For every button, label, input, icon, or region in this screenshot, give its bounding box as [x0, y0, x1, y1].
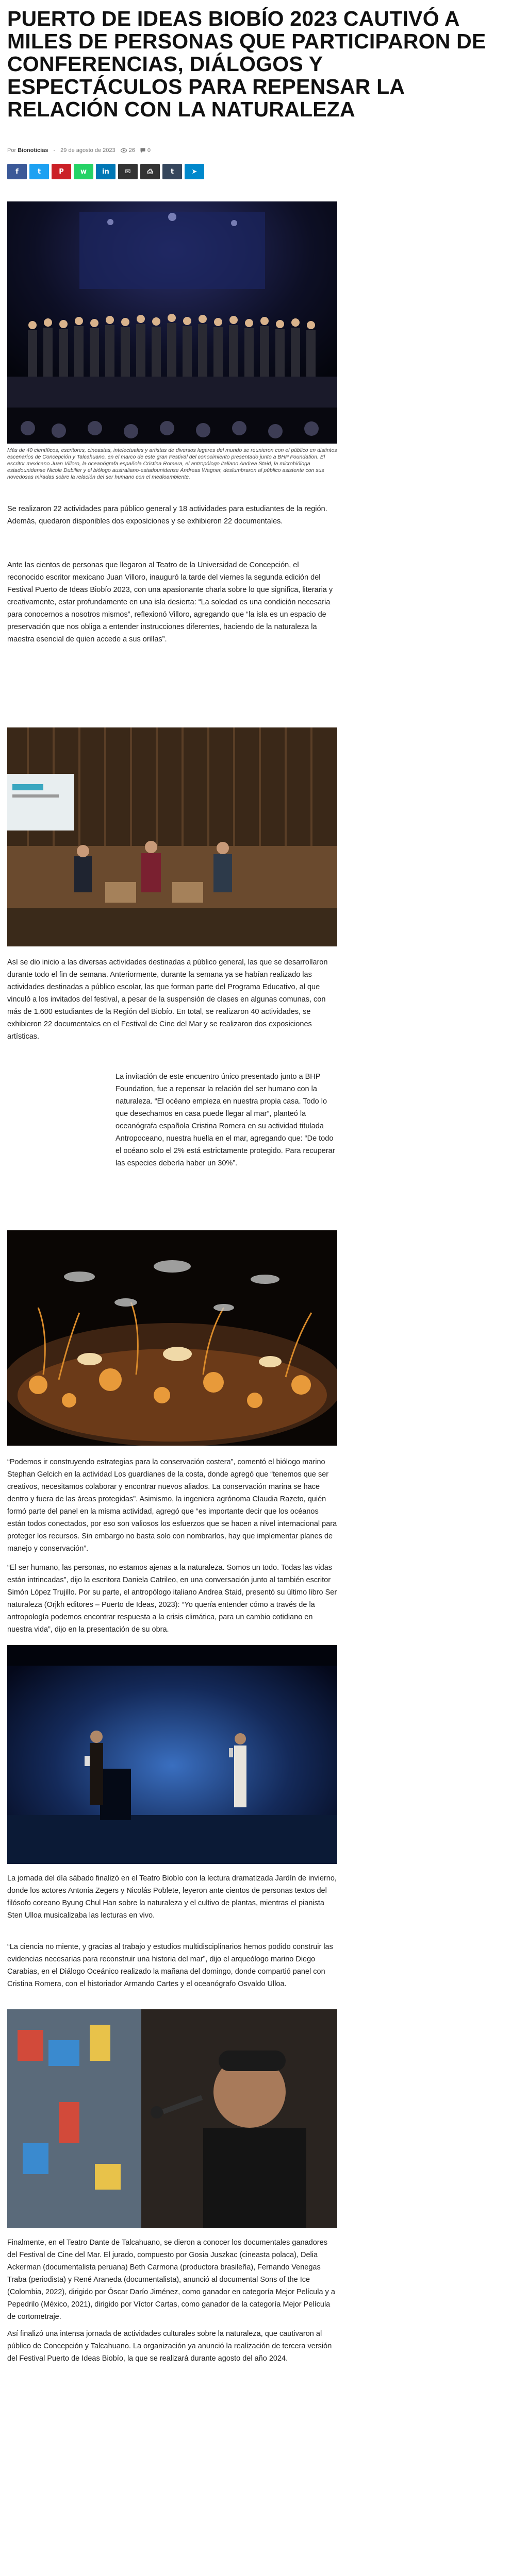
pinterest-icon: P	[59, 167, 64, 176]
article-title: PUERTO DE IDEAS BIOBÍO 2023 CAUTIVÓ A MILES DE PERSONAS QUE PARTICIPARON DE CONFERENCIAS, DIÁLOGOS Y ESPECTÁCULOS PARA REPENSAR LA RELACIÓN CON LA NATURALEZA	[7, 7, 486, 121]
telegram-icon: ➤	[191, 167, 197, 176]
whatsapp-icon: w	[80, 167, 87, 176]
views-count	[121, 147, 135, 154]
facebook-icon: f	[15, 167, 19, 176]
print-icon: ⎙	[147, 167, 153, 176]
comment-icon	[140, 148, 145, 153]
photo-speaker-microphone	[7, 2009, 337, 2228]
tumblr-icon: t	[170, 167, 174, 176]
marine-installation-illustration	[7, 1230, 337, 1446]
by-label: Por	[7, 147, 17, 154]
email-icon: ✉	[125, 167, 131, 176]
comments-count[interactable]	[140, 147, 151, 154]
article-meta	[7, 145, 337, 156]
paragraph-2: Ante las cientos de personas que llegaron al Teatro de la Universidad de Concepción, el reconocido escritor mexicano Juan Villoro, inauguró la tarde del viernes la segunda edición del Festival Puerto de Ideas Biobío 2023, con una apasionante charla sobre lo que significa, literaria y creativamente, estar profundamente en una isla desierta: “La soledad es una condición necesaria para conocernos a nosotros mismos”, reflexionó Villoro, agregando que “la isla es un espacio de preservación que nos obliga a entender instrucciones diferentes, haciendo de la naturaleza la maestra esencial de quien accede a sus orillas”.	[7, 561, 333, 643]
twitter-share-button[interactable]	[29, 164, 49, 179]
author-link[interactable]: Bionoticias	[18, 147, 48, 154]
linkedin-share-button[interactable]	[96, 164, 116, 179]
paragraph-10: Así finalizó una intensa jornada de actividades culturales sobre la naturaleza, que cautivaron al público de Concepción y Talcahuano. La organización ya anunció la realización de tercera versión del Festival Puerto de Ideas Biobío, la que se realizará durante agosto del año 2024.	[7, 2330, 332, 2363]
email-share-button[interactable]	[118, 164, 138, 179]
talk-stage-illustration	[7, 727, 337, 946]
paragraph-7: La jornada del día sábado finalizó en el Teatro Biobío con la lectura dramatizada Jardín de invierno, donde los actores Antonia Zegers y Nicolás Poblete, leyeron ante cientos de personas textos del filósofo coreano Byung Chul Han sobre la naturaleza y el cultivo de plantas, mientras el pianista Sten Ulloa musicalizaba las lecturas en vivo.	[7, 1874, 337, 1920]
paragraph-4: La invitación de este encuentro único presentado junto a BHP Foundation, fue a repensar la relación del ser humano con la naturaleza. “El océano empieza en nuestra propia casa. Todo lo que desechamos en casa puede llegar al mar”, planteó la oceanógrafa española Cristina Romera en su actividad titulada Antropoceano, nuestra huella en el mar, agregando que: “De todo el océano solo el 2% está estrictamente protegido. Para recuperar las especies debería haber un 30%”.	[116, 1073, 335, 1167]
facebook-share-button[interactable]	[7, 164, 27, 179]
speaker-microphone-illustration	[7, 2009, 337, 2228]
whatsapp-share-button[interactable]	[74, 164, 93, 179]
comments-value: 0	[147, 147, 151, 154]
tumblr-share-button[interactable]	[162, 164, 182, 179]
photo-stage-group	[7, 201, 337, 444]
photo-marine-installation	[7, 1230, 337, 1446]
photo-caption: Más de 40 científicos, escritores, cineastas, intelectuales y artistas de diversos lugares del mundo se reunieron con el público en distintos escenarios de Concepción y Talcahuano, en el marco de este gran Festival del conocimiento presentado junto a BHP Foundation. El escritor mexicano Juan Villoro, la oceanógrafa española Cristina Romera, el antropólogo italiano Andrea Staid, la microbióloga estadounidense Nicole Dubilier y el biólogo australiano-estadounidense Andreas Wagner, deslumbraron al público asistente con sus novedosas miradas sobre la relación del ser humano con el medioambiente.	[7, 447, 337, 480]
print-share-button[interactable]	[140, 164, 160, 179]
twitter-icon: t	[37, 167, 41, 176]
publish-date: 29 de agosto de 2023	[60, 147, 116, 154]
reading-stage-illustration	[7, 1645, 337, 1864]
eye-icon	[121, 148, 127, 152]
stage-group-illustration	[7, 201, 337, 444]
paragraph-9: Finalmente, en el Teatro Dante de Talcahuano, se dieron a conocer los documentales ganadores del Festival de Cine del Mar. El jurado, compuesto por Gosia Juszkac (cineasta polaca), Delia Ackerman (documentalista peruana) Beth Carmona (productora brasileña), Fernando Venegas Traba (periodista) y René Araneda (documentalista), anunció al documental Sons of the Ice (Colombia, 2022), dirigido por Óscar Darío Jiménez, como ganador en categoría Mejor Película y a Pepedrilo (México, 2021), dirigido por Víctor Cartas, como ganador de la categoría Mejor Película de cortometraje.	[7, 2239, 335, 2321]
paragraph-6: “El ser humano, las personas, no estamos ajenas a la naturaleza. Somos un todo. Todas las vidas están intrincadas”, dijo la escritora Daniela Catrileo, en una conversación junto al también escritor Simón López Trujillo. Por su parte, el antropólogo italiano Andrea Staid, presentó su último libro Ser naturaleza (Orjkh editores – Puerto de Ideas, 2023): “Yo quería entender cómo a través de la antropología podemos encontrar respuesta a la crisis climática, para un cambio cotidiano en nuestra vida”, dijo en la presentación de su obra.	[7, 1564, 337, 1634]
paragraph-1: Se realizaron 22 actividades para público general y 18 actividades para estudiantes de la región. Además, quedaron disponibles dos exposiciones y se exhibieron 22 documentales.	[7, 505, 327, 526]
photo-inline-speaker	[7, 1071, 105, 1168]
paragraph-8: “La ciencia no miente, y gracias al trabajo y estudios multidisciplinarios hemos podido construir las evidencias necesarias para reconstruir una historia del mar”, dijo el arqueólogo marino Diego Carabias, en el Diálogo Oceánico realizado la mañana del domingo, donde compartió panel con Cristina Romera, con el historiador Armando Cartes y el oceanógrafo Osvaldo Ulloa.	[7, 1943, 333, 1988]
paragraph-5: “Podemos ir construyendo estrategias para la conservación costera”, comentó el biólogo marino Stephan Gelcich en la actividad Los guardianes de la costa, donde agregó que “tenemos que ser creativos, necesitamos colaborar y encontrar nuevos aliados. La conservación marina se hace dentro y fuera de las áreas protegidas”. Asimismo, la ingeniera agrónoma Claudia Razeto, quién formó parte del panel en la misma actividad, agregó que “es importante decir que los océanos están todos conectados, por eso son valiosos los esfuerzos que se hacen a nivel internacional para proteger los recursos. Sin embargo no basta solo con nombrarlos, hay que implementar planes de manejo y conservación”.	[7, 1458, 337, 1553]
date-separator: -	[53, 147, 56, 154]
pinterest-share-button[interactable]	[52, 164, 71, 179]
inline-speaker-illustration	[7, 1071, 105, 1168]
photo-talk-stage	[7, 727, 337, 946]
photo-reading-stage	[7, 1645, 337, 1864]
telegram-share-button[interactable]	[185, 164, 204, 179]
linkedin-icon: in	[102, 167, 109, 176]
author-line	[7, 147, 48, 154]
views-value: 26	[128, 147, 135, 154]
paragraph-3: Así se dio inicio a las diversas actividades destinadas a público general, las que se desarrollaron durante todo el fin de semana. Anteriormente, durante la semana ya se habían realizado las actividades destinadas a público escolar, las que forman parte del Programa Educativo, al que vinculó a los invitados del festival, a pesar de la suspensión de clases en algunas comunas, con más de 1.600 estudiantes de la Región del Biobío. En total, se realizaron 40 actividades, se exhibieron 22 documentales en el Festival de Cine del Mar y se realizaron dos exposiciones artísticas.	[7, 958, 328, 1041]
share-bar	[7, 164, 204, 179]
